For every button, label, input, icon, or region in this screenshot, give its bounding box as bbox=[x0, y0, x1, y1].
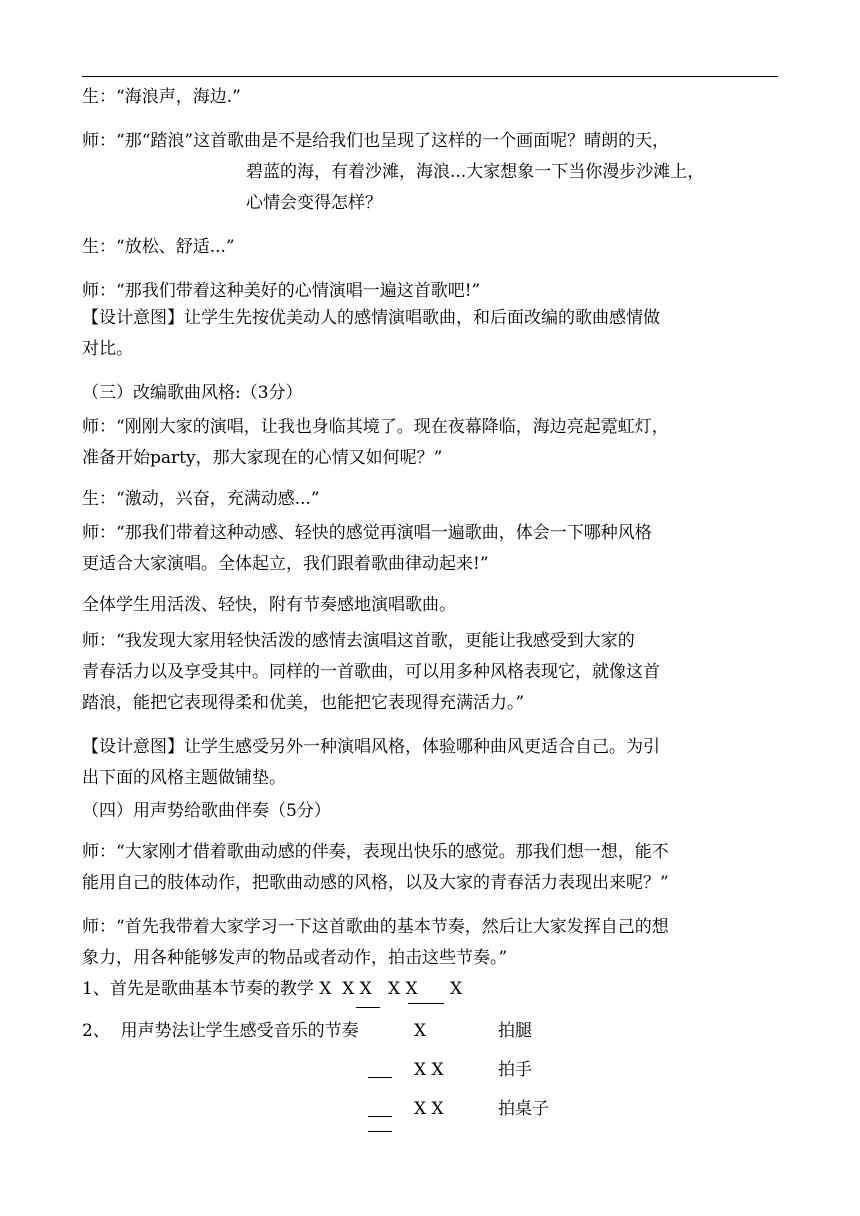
line-teacher-2c: 心情会变得怎样？ bbox=[246, 193, 382, 213]
header-rule bbox=[82, 76, 778, 77]
line-teacher-14a: 师：“大家刚才借着歌曲动感的伴奏，表现出快乐的感觉。那我们想一想，能不 bbox=[82, 842, 669, 862]
rhythm-notes-legs: X bbox=[414, 1021, 427, 1041]
line-teacher-11b: 青春活力以及享受其中。同样的一首歌曲，可以用多种风格表现它，就像这首 bbox=[82, 662, 660, 682]
line-teacher-15b: 象力，用各种能够发声的物品或者动作，拍击这些节奏。” bbox=[82, 948, 508, 968]
section-4-heading: （四）用声势给歌曲伴奏（5分） bbox=[82, 801, 331, 821]
line-teacher-9a: 师：“那我们带着这种动感、轻快的感觉再演唱一遍歌曲，体会一下哪种风格 bbox=[82, 523, 652, 543]
line-teacher-11c: 踏浪，能把它表现得柔和优美，也能把它表现得充满活力。” bbox=[82, 693, 525, 713]
line-class-10: 全体学生用活泼、轻快，附有节奏感地演唱歌曲。 bbox=[82, 595, 456, 615]
line-teacher-9b: 更适合大家演唱。全体起立，我们跟着歌曲律动起来!” bbox=[82, 554, 489, 574]
line-teacher-2a: 师：“那“踏浪”这首歌曲是不是给我们也呈现了这样的一个画面呢？晴朗的天， bbox=[82, 131, 670, 151]
line-teacher-15a: 师：“首先我带着大家学习一下这首歌曲的基本节奏，然后让大家发挥自己的想 bbox=[82, 917, 669, 937]
rhythm-underline-2 bbox=[408, 1003, 444, 1004]
design-intent-2a: 【设计意图】让学生感受另外一种演唱风格，体验哪种曲风更适合自己。为引 bbox=[82, 737, 660, 757]
rhythm-action-legs: 拍腿 bbox=[498, 1021, 532, 1041]
rhythm-step-1: 1、首先是歌曲基本节奏的教学 X X X X X X bbox=[82, 979, 463, 999]
design-intent-1b: 对比。 bbox=[82, 339, 133, 359]
rhythm-underline-4 bbox=[368, 1116, 392, 1117]
rhythm-step-2-label: 2、 用声势法让学生感受音乐的节奏 bbox=[82, 1021, 359, 1041]
section-3-heading: （三）改编歌曲风格:（3分） bbox=[82, 383, 303, 403]
line-teacher-11a: 师：“我发现大家用轻快活泼的感情去演唱这首歌，更能让我感受到大家的 bbox=[82, 631, 635, 651]
design-intent-1a: 【设计意图】让学生先按优美动人的感情演唱歌曲，和后面改编的歌曲感情做 bbox=[82, 308, 660, 328]
rhythm-action-hands: 拍手 bbox=[498, 1060, 532, 1080]
design-intent-2b: 出下面的风格主题做铺垫。 bbox=[82, 768, 286, 788]
line-teacher-2b: 碧蓝的海，有着沙滩，海浪...大家想象一下当你漫步沙滩上， bbox=[246, 162, 705, 182]
line-teacher-4: 师：“那我们带着这种美好的心情演唱一遍这首歌吧!” bbox=[82, 281, 481, 301]
line-student-1: 生：“海浪声，海边.” bbox=[82, 87, 241, 107]
line-student-3: 生：“放松、舒适...” bbox=[82, 237, 235, 257]
line-student-8: 生：“激动，兴奋，充满动感...” bbox=[82, 489, 320, 509]
line-teacher-7a: 师：“刚刚大家的演唱，让我也身临其境了。现在夜幕降临，海边亮起霓虹灯， bbox=[82, 417, 669, 437]
line-teacher-7b: 准备开始party，那大家现在的心情又如何呢？” bbox=[82, 448, 443, 468]
rhythm-action-desk: 拍桌子 bbox=[498, 1099, 549, 1119]
rhythm-notes-desk: X X bbox=[414, 1099, 444, 1119]
rhythm-underline-5 bbox=[368, 1131, 392, 1132]
rhythm-notes-hands: X X bbox=[414, 1060, 444, 1080]
rhythm-underline-3 bbox=[368, 1077, 392, 1078]
rhythm-underline-1 bbox=[356, 1007, 380, 1008]
line-teacher-14b: 能用自己的肢体动作，把歌曲动感的风格，以及大家的青春活力表现出来呢？” bbox=[82, 873, 669, 893]
